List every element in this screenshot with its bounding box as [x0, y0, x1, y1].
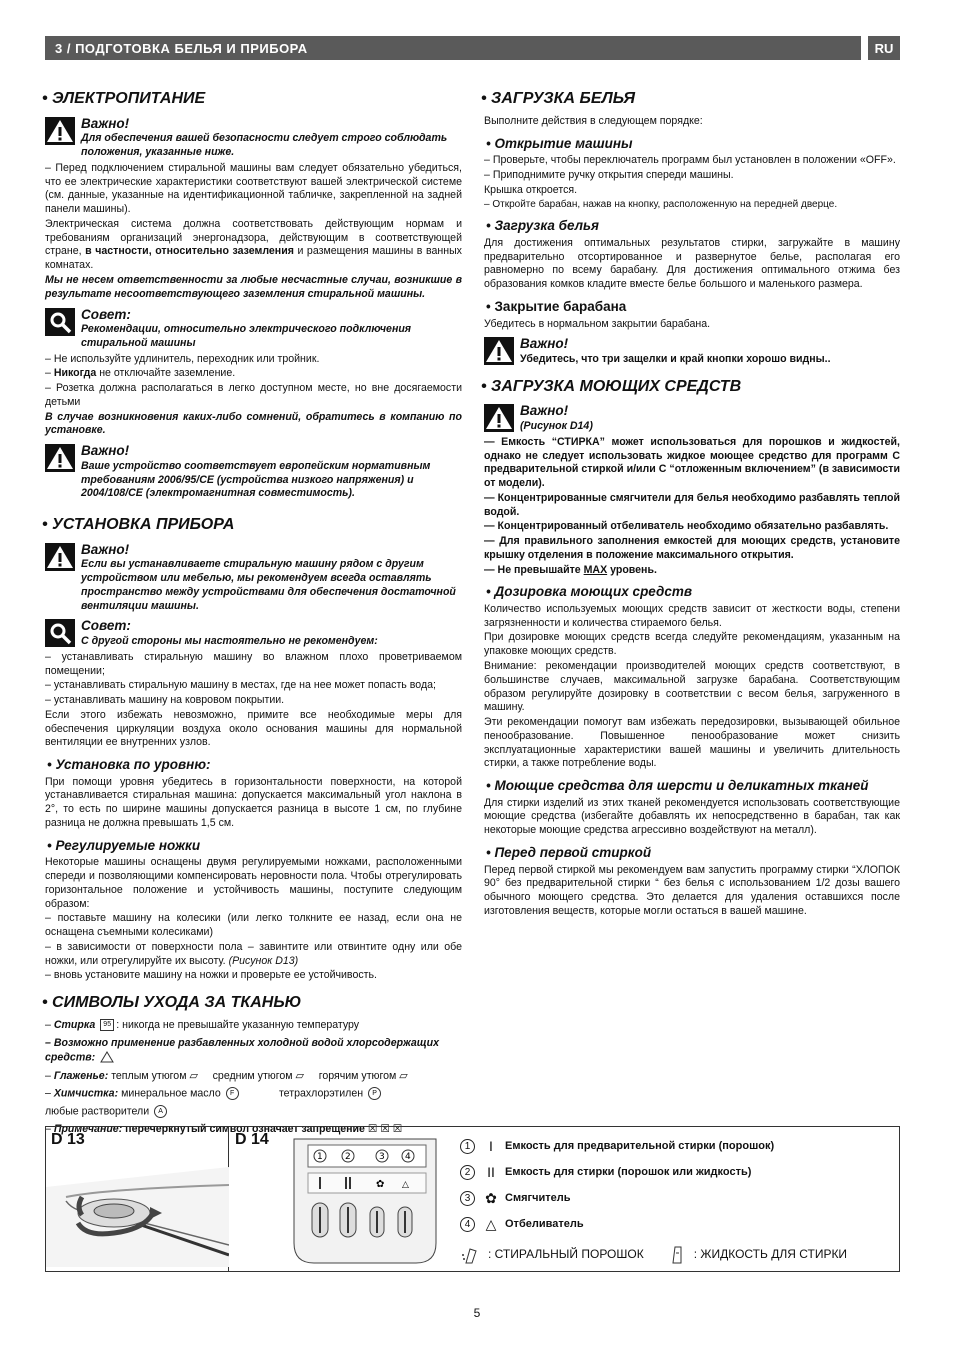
install-title: • УСТАНОВКА ПРИБОРА	[42, 516, 235, 534]
iron-high-icon: ⏥	[399, 1069, 408, 1082]
wool-title: • Моющие средства для шерсти и деликатных тканей	[486, 778, 869, 794]
loading-intro: Выполните действия в следующем порядке:	[484, 114, 703, 127]
slot-3-label: 3	[379, 1152, 385, 1162]
dryclean-a-icon: A	[154, 1105, 167, 1118]
close-title: • Закрытие барабана	[486, 299, 627, 315]
figure-d13	[46, 1127, 229, 1271]
bleach-icon: △	[485, 1215, 497, 1232]
install-p1: Если этого избежать невозможно, примите все необходимые меры для обеспечения циркуляции воздуха около основания машины для нормальной вентиляции ее внутренних узлов.	[45, 708, 462, 749]
powder-label: : СТИРАЛЬНЫЙ ПОРОШОК	[488, 1247, 644, 1261]
power-warning	[45, 115, 462, 160]
open-title: • Открытие машины	[486, 135, 633, 151]
power-p4: В случае возникновения каких-либо сомнений, обратитесь в компанию по установке.	[45, 410, 462, 437]
warning-icon	[484, 404, 514, 432]
care-wash: – Стирка 95 : никогда не превышайте указанную температуру	[45, 1018, 360, 1031]
dose-p3: Внимание: рекомендации производителей моющих средств соответствуют, в большинстве случаев, максимальной загрузке барабана. Соответствующим образом регулируйте дозировку в соответствии с весом белья, загруженного в машину.	[484, 660, 900, 714]
warning-title: Важно!	[520, 403, 569, 419]
open-p2: – Приподнимите ручку открытия спереди машины.	[484, 168, 734, 181]
svg-text:✿: ✿	[376, 1179, 385, 1190]
care-dryclean: – Химчистка: минеральное масло F тетрахлорэтилен P	[45, 1087, 462, 1101]
detergent-w5: — Не превышайте MAX уровень.	[484, 563, 657, 576]
warning-icon	[45, 543, 75, 571]
wash-tub-icon: 95	[100, 1019, 114, 1031]
loading-title: • ЗАГРУЗКА БЕЛЬЯ	[481, 90, 636, 107]
legend-item: 1 I Емкость для предварительной стирки (порошок)	[460, 1133, 890, 1159]
legend-item: 3 ✿ Смягчитель	[460, 1185, 890, 1211]
detergent-w3: — Концентрированный отбеливатель необходимо обязательно разбавлять.	[484, 520, 889, 533]
crossed-symbol-icon: ☒ ☒ ☒	[367, 1123, 403, 1136]
feet-p1: Некоторые машины оснащены двумя регулируемыми ножками, расположенными спереди и позволяющими компенсировать неровности пола. Чтобы отрегулировать горизонтальное положение и устойчивость машины, поступите следующим образом:	[45, 856, 462, 910]
detergent-drawer-illustration	[290, 1133, 440, 1267]
warning-icon	[45, 444, 75, 472]
figure-d14	[230, 1127, 901, 1271]
first-wash-body: Перед первой стиркой мы рекомендуем вам запустить программу стирки “ХЛОПОК 90° без предварительной стирки “ без белья с использованием 1/2 дозы вашего обычного моющего средства. Это делается для удаления оставшихся после изготовления веществ, которые могли остаться в вашей машине.	[484, 863, 900, 917]
open-p3: Крышка откроется.	[484, 183, 578, 196]
detergent-type-legend	[460, 1243, 847, 1265]
power-p3: Мы не несем ответственности за любые несчастные случаи, возникшие в результате несоответствующего заземления стиральной машины.	[45, 274, 462, 300]
care-iron: – Глаженье: теплым утюгом ⏥ средним утюгом ⏥ горячим утюгом ⏥	[45, 1069, 408, 1082]
magnifier-icon	[45, 308, 75, 336]
load-body: Для достижения оптимальных результатов стирки, загружайте в машину предварительно отсортированное и развернутое белье, располагая его равномерно по всему барабану. Для достижения оптимального отжима без образования комков кладите вместе белье большого и маленького размера.	[484, 236, 900, 291]
warning-body: Для обеспечения вашей безопасности следует строго соблюдать положения, указанные ниже.	[81, 132, 448, 159]
first-wash-title: • Перед первой стиркой	[486, 844, 652, 860]
powder-scoop-icon	[460, 1243, 482, 1265]
level-title: • Установка по уровню:	[47, 757, 211, 773]
warning-title: Важно!	[81, 443, 130, 459]
loading-warning	[484, 335, 900, 366]
install-warning	[45, 541, 462, 614]
warning-title: Важно!	[520, 336, 569, 352]
power-list-2: – Никогда не отключайте заземление.	[45, 367, 236, 380]
dose-p4: Эти рекомендации помогут вам избежать передозировки, вызывающей обильное пенообразование. Повышенное пенообразование может снизить эксплуатационные характеристики вашей машины и увеличить длительность стирки, а также потребление воды.	[484, 716, 900, 770]
tip-body: С другой стороны мы настоятельно не рекомендуем:	[81, 635, 378, 647]
feet-list-3: – вновь установите машину на ножки и проверьте ее устойчивость.	[45, 969, 377, 982]
warning-title: Важно!	[81, 115, 130, 131]
level-body: При помощи уровня убедитесь в горизонтальности поверхности, на которой устанавливается стиральная машина: допускается максимальный угол наклона в 2°, то есть по ширине машины допускается разница в высоте 1 см, по глубине разница не должна превышать 1,5 см.	[45, 775, 462, 829]
warning-icon	[484, 337, 514, 365]
close-body: Убедитесь в нормальном закрытии барабана.	[484, 317, 711, 330]
feet-list-2: – в зависимости от поверхности пола – завинтите или отвинтите одну или обе ножки, или отрегулируйте их высоту. (Рисунок D13)	[45, 940, 462, 967]
liquid-label: : ЖИДКОСТЬ ДЛЯ СТИРКИ	[693, 1247, 848, 1261]
figure-d13-label: D 13	[51, 1131, 85, 1148]
open-p1: – Проверьте, чтобы переключатель программ был установлен в положении «OFF».	[484, 154, 896, 167]
softener-flower-icon: ✿	[485, 1189, 497, 1206]
care-dryclean-any: любые растворители A	[45, 1105, 462, 1119]
iron-mid-icon: ⏥	[295, 1069, 304, 1082]
warning-body: Убедитесь, что три защелки и край кнопки хорошо видны..	[520, 352, 831, 365]
right-column	[481, 85, 900, 920]
bleach-triangle-icon	[100, 1051, 113, 1064]
legend-item: 2 II Емкость для стирки (порошок или жидкость)	[460, 1159, 890, 1185]
open-p4: – Откройте барабан, нажав на кнопку, расположенную на передней дверце.	[484, 199, 838, 211]
language-badge: RU	[868, 36, 900, 60]
dose-p2: При дозировке моющих средств всегда следуйте рекомендациям, указанным на упаковке моющих средств.	[484, 631, 900, 658]
slot-1-label: 1	[317, 1152, 323, 1162]
feet-list-1: – поставьте машину на колесики (или легко толкните ее назад, если она не оснащена съемными колесиками)	[45, 912, 462, 939]
power-warning-2	[45, 442, 462, 501]
dose-title: • Дозировка моющих средств	[486, 584, 692, 600]
power-list-3: – Розетка должна располагаться в легко доступном месте, но вне досягаемости детьми	[45, 382, 462, 408]
tip-title: Совет:	[81, 618, 131, 634]
slot-2-label: 2	[345, 1152, 351, 1162]
tip-title: Совет:	[81, 306, 131, 322]
warning-body: Если вы устанавливаете стиральную машину рядом с другим устройством или мебелью, мы рекомендуем всегда оставлять пространство между устройствами для обеспечения достаточной вентиляции машины.	[81, 558, 456, 612]
magnifier-icon	[45, 619, 75, 647]
mainwash-icon: II	[487, 1164, 495, 1180]
drawer-legend	[460, 1133, 890, 1237]
wool-body: Для стирки изделий из этих тканей рекомендуется использовать соответствующие моющие средства (избегайте добавлять их непосредственно в барабан, так как некоторые моющие средства агрессивно воздействуют на металл).	[484, 796, 900, 837]
dryclean-p-icon: P	[368, 1087, 381, 1100]
power-tip	[45, 306, 462, 351]
load-title: • Загрузка белья	[486, 218, 599, 234]
detergent-w2: — Концентрированные смягчители для белья необходимо разбавлять теплой водой.	[484, 491, 900, 518]
prewash-icon: I	[489, 1138, 493, 1154]
figures-box	[45, 1126, 900, 1272]
power-list-1: – Не используйте удлинитель, переходник или тройник.	[45, 352, 320, 365]
dose-p1: Количество используемых моющих средств зависит от жесткости воды, степени загрязненности и количества стираемого белья.	[484, 602, 900, 629]
page-number: 5	[473, 1306, 481, 1320]
power-title: • ЭЛЕКТРОПИТАНИЕ	[42, 90, 206, 107]
svg-text:△: △	[402, 1179, 409, 1189]
care-note: – Примечание: перечеркнутый символ означает запрещение ☒ ☒ ☒	[45, 1123, 403, 1136]
care-title: • СИМВОЛЫ УХОДА ЗА ТКАНЬЮ	[42, 994, 302, 1012]
dryclean-f-icon: F	[226, 1087, 239, 1100]
warning-title: Важно!	[81, 541, 130, 557]
figure-d14-label: D 14	[235, 1131, 269, 1148]
power-p1: – Перед подключением стиральной машины вам следует обязательно убедиться, что ее электрические характеристики соответствуют вашей электрической системе (см. данные, указанные на идентификационной табличке, закрепленной на задней панели машины).	[45, 161, 462, 216]
detergent-warning	[484, 402, 900, 433]
install-tip	[45, 617, 462, 648]
power-p2: Электрическая система должна соответствовать действующим нормам и требованиям организаций энергонадзора, действующим в соответствующей стране, в частности, относительно заземления и размещения машины в ванных комнатах.	[45, 217, 462, 272]
warning-ref: (Рисунок D14)	[520, 419, 593, 432]
install-list-1: – устанавливать стиральную машину во влажном плохо проветриваемом помещении;	[45, 650, 462, 677]
slot-4-label: 4	[405, 1152, 411, 1162]
install-list-3: – устанавливать машину на ковровом покрытии.	[45, 694, 285, 707]
iron-low-icon: ⏥	[189, 1069, 198, 1082]
warning-icon	[45, 117, 75, 145]
left-column	[42, 85, 462, 1141]
install-list-2: – устанавливать стиральную машину в местах, где на нее может попасть вода;	[45, 679, 436, 692]
legend-item: 4 △ Отбеливатель	[460, 1211, 890, 1237]
liquid-doser-icon	[666, 1243, 688, 1265]
detergent-title: • ЗАГРУЗКА МОЮЩИХ СРЕДСТВ	[481, 377, 742, 395]
feet-title: • Регулируемые ножки	[47, 837, 201, 853]
section-header: 3 / ПОДГОТОВКА БЕЛЬЯ И ПРИБОРА	[45, 36, 861, 60]
detergent-w4: — Для правильного заполнения емкостей для моющих средств, установите крышку отделения в положение максимального открытия.	[484, 535, 900, 561]
tip-body: Рекомендации, относительно электрического подключения стиральной машины	[81, 323, 412, 349]
warning-body: Ваше устройство соответствует европейским нормативным требованиям 2006/95/CE (устройства низкого напряжения) и 2004/108/CE (электромагнитная совместимость).	[81, 459, 431, 500]
detergent-w1: — Емкость “СТИРКА” может использоваться для порошков и жидкостей, однако не следует использовать жидкое моющее средство для программ С предварительной стиркой и/или С “отложенным включением” (в зависимости от модели).	[484, 435, 900, 490]
care-bleach: – Возможно применение разбавленных холодной водой хлорсодержащих средств:	[45, 1036, 440, 1063]
